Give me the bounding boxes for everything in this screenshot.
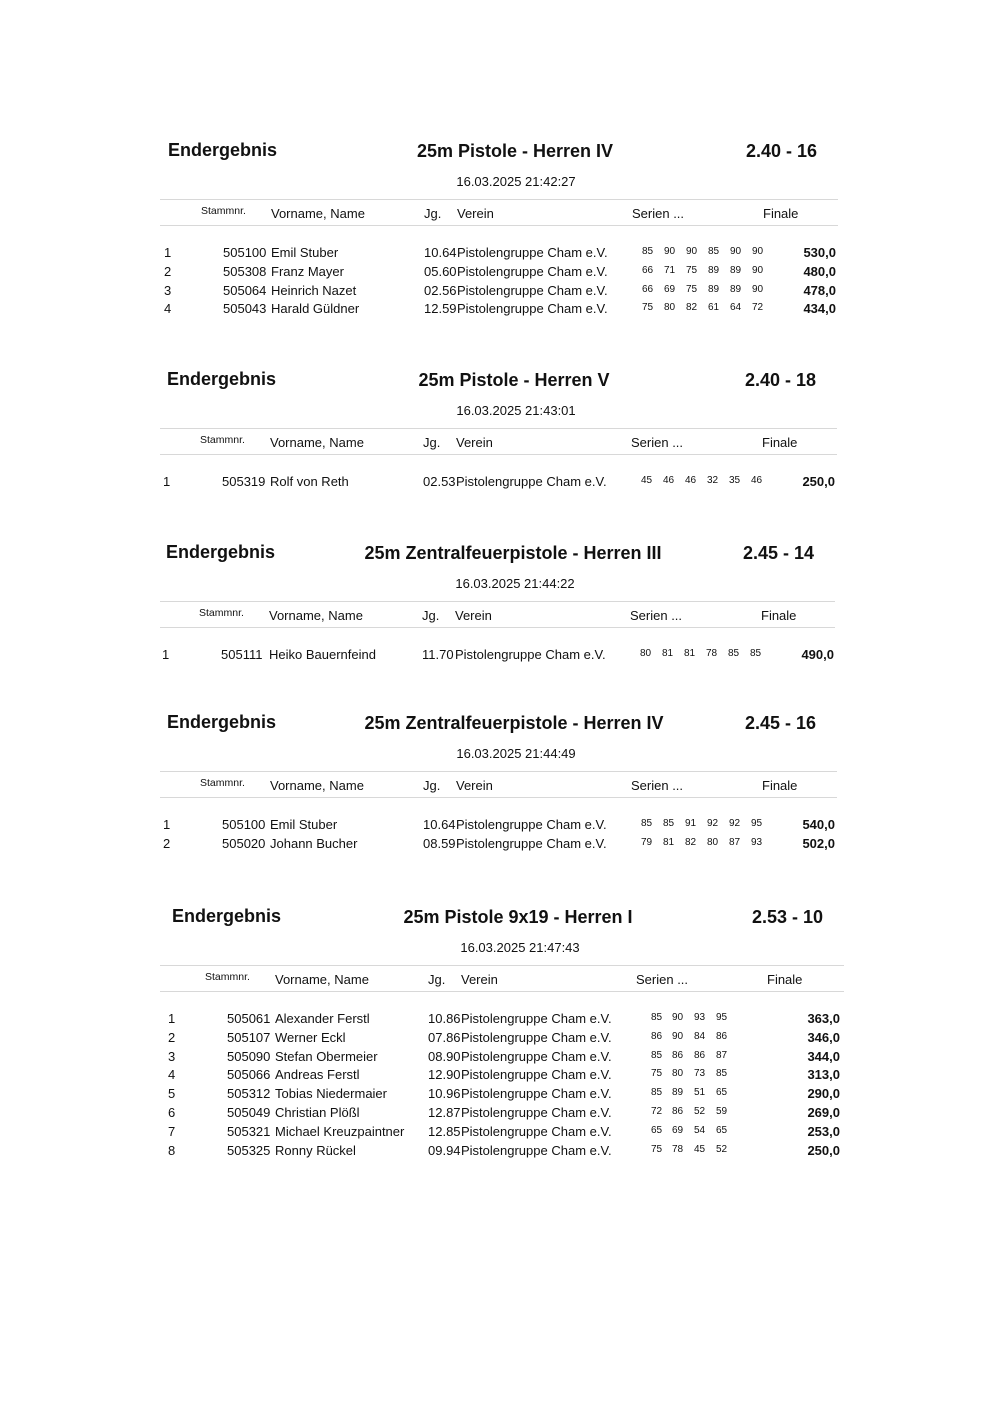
result-datetime: 16.03.2025 21:43:01 — [456, 403, 576, 418]
series-score: 64 — [730, 302, 742, 314]
result-row — [0, 245, 1000, 264]
final-score: 290,0 — [807, 1086, 840, 1102]
series-score: 90 — [752, 283, 764, 295]
series-score: 81 — [663, 836, 675, 848]
series-score: 90 — [664, 246, 676, 257]
birth-year: 12.87 — [428, 1105, 461, 1120]
series-score: 89 — [730, 264, 742, 276]
final-score: 313,0 — [807, 1067, 840, 1083]
club: Pistolengruppe Cham e.V. — [461, 1011, 612, 1026]
club: Pistolengruppe Cham e.V. — [457, 263, 608, 279]
result-section — [0, 906, 1000, 1158]
series-score: 85 — [651, 1049, 663, 1061]
rank: 6 — [168, 1105, 176, 1120]
discipline-title: 25m Pistole - Herren IV — [416, 141, 614, 161]
result-row — [0, 301, 1000, 320]
series-score: 45 — [694, 1143, 706, 1155]
series-score: 86 — [672, 1049, 684, 1061]
discipline-code: 2.53 - 10 — [752, 907, 824, 927]
col-header-stammnr: Stammnr. — [200, 434, 245, 446]
header-divider-bottom — [160, 991, 844, 992]
series-score: 82 — [686, 302, 698, 314]
series-score: 87 — [729, 836, 741, 848]
col-header-stammnr: Stammnr. — [199, 607, 244, 619]
rank: 8 — [168, 1142, 176, 1158]
series-score: 80 — [664, 302, 676, 314]
col-header-jg: Jg. — [422, 608, 440, 623]
col-header-jg: Jg. — [428, 972, 446, 987]
discipline-code: 2.40 - 16 — [746, 141, 818, 161]
col-header-jg: Jg. — [423, 435, 441, 450]
result-row — [0, 474, 1000, 493]
col-header-verein: Verein — [456, 778, 493, 793]
series-score: 86 — [694, 1049, 706, 1061]
result-datetime: 16.03.2025 21:44:22 — [455, 576, 575, 591]
birth-year: 08.90 — [428, 1048, 461, 1064]
series-score: 61 — [708, 302, 720, 314]
result-datetime: 16.03.2025 21:47:43 — [460, 940, 580, 955]
series-score: 51 — [694, 1087, 706, 1099]
result-row — [0, 264, 1000, 283]
series-score: 90 — [752, 246, 764, 257]
section-heading: Endergebnis — [167, 712, 277, 732]
col-header-name: Vorname, Name — [275, 972, 369, 987]
shooter-name: Andreas Ferstl — [275, 1067, 360, 1083]
shooter-name: Werner Eckl — [275, 1029, 346, 1045]
series-score: 86 — [672, 1106, 684, 1117]
series-score: 65 — [651, 1124, 663, 1136]
shooter-name: Rolf von Reth — [270, 474, 349, 489]
stammnr: 505100 — [223, 245, 267, 260]
header-divider-bottom — [160, 627, 835, 628]
discipline-title: 25m Pistole 9x19 - Herren I — [403, 907, 633, 927]
series-score: 93 — [751, 836, 763, 848]
series-score: 75 — [642, 302, 654, 314]
series-score: 66 — [642, 264, 654, 276]
shooter-name: Alexander Ferstl — [275, 1011, 370, 1026]
series-score: 32 — [707, 475, 719, 486]
final-score: 530,0 — [803, 245, 836, 260]
stammnr: 505325 — [227, 1142, 271, 1158]
discipline-title: 25m Zentralfeuerpistole - Herren III — [364, 543, 662, 563]
stammnr: 505061 — [227, 1011, 271, 1026]
birth-year: 09.94 — [428, 1142, 461, 1158]
discipline-code: 2.40 - 18 — [745, 370, 817, 390]
series-score: 90 — [672, 1030, 684, 1042]
birth-year: 12.59 — [424, 301, 457, 317]
series-score: 85 — [750, 648, 762, 659]
final-score: 344,0 — [807, 1048, 840, 1064]
club: Pistolengruppe Cham e.V. — [456, 474, 607, 489]
col-header-serien: Serien ... — [632, 206, 685, 221]
series-score: 75 — [651, 1068, 663, 1080]
series-score: 89 — [708, 264, 720, 276]
club: Pistolengruppe Cham e.V. — [456, 835, 607, 851]
series-score: 65 — [716, 1124, 728, 1136]
section-heading: Endergebnis — [168, 140, 278, 160]
birth-year: 10.64 — [423, 817, 456, 832]
series-score: 89 — [672, 1087, 684, 1099]
birth-year: 10.86 — [428, 1011, 461, 1026]
col-header-name: Vorname, Name — [270, 435, 364, 450]
birth-year: 07.86 — [428, 1029, 461, 1045]
stammnr: 505111 — [221, 647, 263, 662]
series-score: 75 — [686, 283, 698, 295]
series-score: 78 — [672, 1143, 684, 1155]
series-score: 54 — [694, 1124, 706, 1136]
series-score: 79 — [641, 836, 653, 848]
rank: 1 — [168, 1011, 176, 1026]
birth-year: 10.96 — [428, 1086, 461, 1102]
header-divider-bottom — [160, 797, 837, 798]
series-score: 85 — [651, 1087, 663, 1099]
rank: 1 — [163, 817, 171, 832]
final-score: 490,0 — [801, 647, 834, 662]
col-header-finale: Finale — [761, 608, 797, 623]
rank: 3 — [168, 1048, 176, 1064]
birth-year: 02.53 — [423, 474, 456, 489]
shooter-name: Franz Mayer — [271, 263, 344, 279]
series-score: 75 — [686, 264, 698, 276]
series-score: 65 — [716, 1087, 728, 1099]
shooter-name: Emil Stuber — [270, 817, 338, 832]
stammnr: 505049 — [227, 1105, 271, 1120]
birth-year: 11.70 — [422, 647, 454, 662]
result-row — [0, 1105, 1000, 1124]
result-datetime: 16.03.2025 21:42:27 — [456, 174, 576, 189]
series-score: 35 — [729, 475, 741, 486]
result-row — [0, 1030, 1000, 1049]
shooter-name: Michael Kreuzpaintner — [275, 1123, 405, 1139]
rank: 3 — [164, 282, 172, 298]
shooter-name: Stefan Obermeier — [275, 1048, 378, 1064]
header-divider-top — [160, 601, 835, 602]
birth-year: 10.64 — [424, 245, 457, 260]
discipline-title: 25m Zentralfeuerpistole - Herren IV — [364, 713, 664, 733]
series-score: 59 — [716, 1106, 728, 1117]
shooter-name: Johann Bucher — [270, 835, 358, 851]
col-header-verein: Verein — [461, 972, 498, 987]
series-score: 69 — [664, 283, 676, 295]
section-heading: Endergebnis — [166, 542, 276, 562]
result-row — [0, 1067, 1000, 1086]
club: Pistolengruppe Cham e.V. — [461, 1142, 612, 1158]
col-header-name: Vorname, Name — [271, 206, 365, 221]
series-score: 91 — [685, 818, 697, 829]
series-score: 90 — [730, 246, 742, 257]
series-score: 85 — [708, 246, 720, 257]
col-header-finale: Finale — [762, 435, 798, 450]
col-header-finale: Finale — [762, 778, 798, 793]
club: Pistolengruppe Cham e.V. — [455, 647, 606, 662]
series-score: 78 — [706, 648, 718, 659]
rank: 2 — [164, 263, 172, 279]
stammnr: 505107 — [227, 1029, 271, 1045]
rank: 2 — [168, 1029, 176, 1045]
series-score: 92 — [729, 818, 741, 829]
series-score: 75 — [651, 1143, 663, 1155]
series-score: 80 — [707, 836, 719, 848]
discipline-code: 2.45 - 14 — [743, 543, 815, 563]
stammnr: 505064 — [223, 282, 267, 298]
final-score: 540,0 — [802, 817, 835, 832]
header-divider-top — [160, 771, 837, 772]
club: Pistolengruppe Cham e.V. — [461, 1067, 612, 1083]
series-score: 82 — [685, 836, 697, 848]
rank: 4 — [168, 1067, 176, 1083]
series-score: 81 — [662, 648, 674, 659]
result-section — [0, 140, 1000, 340]
col-header-stammnr: Stammnr. — [200, 777, 245, 789]
series-score: 72 — [752, 302, 764, 314]
series-score: 85 — [716, 1068, 728, 1080]
club: Pistolengruppe Cham e.V. — [457, 301, 608, 317]
club: Pistolengruppe Cham e.V. — [457, 282, 608, 298]
col-header-serien: Serien ... — [631, 778, 684, 793]
series-score: 71 — [664, 264, 676, 276]
series-score: 46 — [751, 475, 763, 486]
series-score: 80 — [640, 648, 652, 659]
series-score: 73 — [694, 1068, 706, 1080]
shooter-name: Heinrich Nazet — [271, 282, 357, 298]
shooter-name: Emil Stuber — [271, 245, 339, 260]
stammnr: 505100 — [222, 817, 266, 832]
result-row — [0, 647, 1000, 666]
birth-year: 12.85 — [428, 1123, 461, 1139]
series-score: 80 — [672, 1068, 684, 1080]
result-row — [0, 1143, 1000, 1162]
series-score: 90 — [752, 264, 764, 276]
result-section — [0, 712, 1000, 912]
discipline-title: 25m Pistole - Herren V — [418, 370, 610, 390]
result-row — [0, 1086, 1000, 1105]
final-score: 269,0 — [807, 1105, 840, 1120]
col-header-jg: Jg. — [424, 206, 442, 221]
header-divider-bottom — [160, 454, 837, 455]
col-header-jg: Jg. — [423, 778, 441, 793]
series-score: 85 — [728, 648, 740, 659]
shooter-name: Ronny Rückel — [275, 1142, 356, 1158]
birth-year: 05.60 — [424, 263, 457, 279]
final-score: 253,0 — [807, 1123, 840, 1139]
birth-year: 08.59 — [423, 835, 456, 851]
shooter-name: Heiko Bauernfeind — [269, 647, 376, 662]
series-score: 93 — [694, 1012, 706, 1023]
club: Pistolengruppe Cham e.V. — [461, 1105, 612, 1120]
final-score: 502,0 — [802, 835, 835, 851]
col-header-name: Vorname, Name — [270, 778, 364, 793]
series-score: 89 — [730, 283, 742, 295]
club: Pistolengruppe Cham e.V. — [461, 1029, 612, 1045]
col-header-serien: Serien ... — [630, 608, 683, 623]
stammnr: 505319 — [222, 474, 266, 489]
header-divider-top — [160, 428, 837, 429]
rank: 5 — [168, 1086, 176, 1102]
col-header-finale: Finale — [767, 972, 803, 987]
series-score: 95 — [751, 818, 763, 829]
rank: 1 — [162, 647, 170, 662]
result-section — [0, 369, 1000, 569]
series-score: 46 — [663, 475, 675, 486]
series-score: 85 — [642, 246, 654, 257]
rank: 2 — [163, 835, 171, 851]
col-header-verein: Verein — [457, 206, 494, 221]
result-row — [0, 817, 1000, 836]
col-header-name: Vorname, Name — [269, 608, 363, 623]
club: Pistolengruppe Cham e.V. — [461, 1086, 612, 1102]
col-header-serien: Serien ... — [631, 435, 684, 450]
series-score: 87 — [716, 1049, 728, 1061]
series-score: 45 — [641, 475, 653, 486]
stammnr: 505020 — [222, 835, 266, 851]
section-heading: Endergebnis — [172, 906, 282, 926]
series-score: 66 — [642, 283, 654, 295]
series-score: 84 — [694, 1030, 706, 1042]
birth-year: 02.56 — [424, 282, 457, 298]
shooter-name: Tobias Niedermaier — [275, 1086, 387, 1102]
header-divider-bottom — [160, 225, 838, 226]
series-score: 86 — [716, 1030, 728, 1042]
result-row — [0, 283, 1000, 302]
col-header-serien: Serien ... — [636, 972, 689, 987]
rank: 1 — [164, 245, 172, 260]
result-row — [0, 1049, 1000, 1068]
result-datetime: 16.03.2025 21:44:49 — [456, 746, 576, 761]
series-score: 95 — [716, 1012, 728, 1023]
stammnr: 505043 — [223, 301, 267, 317]
header-divider-top — [160, 199, 838, 200]
header-divider-top — [160, 965, 844, 966]
rank: 7 — [168, 1123, 176, 1139]
col-header-finale: Finale — [763, 206, 799, 221]
final-score: 363,0 — [807, 1011, 840, 1026]
club: Pistolengruppe Cham e.V. — [457, 245, 608, 260]
col-header-verein: Verein — [456, 435, 493, 450]
series-score: 52 — [694, 1106, 706, 1117]
shooter-name: Christian Plößl — [275, 1105, 360, 1120]
final-score: 250,0 — [807, 1142, 840, 1158]
stammnr: 505090 — [227, 1048, 271, 1064]
section-heading: Endergebnis — [167, 369, 277, 389]
col-header-stammnr: Stammnr. — [201, 205, 246, 217]
final-score: 478,0 — [803, 282, 836, 298]
stammnr: 505321 — [227, 1123, 271, 1139]
rank: 1 — [163, 474, 171, 489]
final-score: 480,0 — [803, 263, 836, 279]
stammnr: 505066 — [227, 1067, 271, 1083]
final-score: 250,0 — [802, 474, 835, 489]
stammnr: 505308 — [223, 263, 267, 279]
birth-year: 12.90 — [428, 1067, 461, 1083]
result-row — [0, 1011, 1000, 1030]
series-score: 46 — [685, 475, 697, 486]
discipline-code: 2.45 - 16 — [745, 713, 817, 733]
club: Pistolengruppe Cham e.V. — [461, 1048, 612, 1064]
result-row — [0, 836, 1000, 855]
series-score: 85 — [663, 818, 675, 829]
series-score: 85 — [651, 1012, 663, 1023]
series-score: 90 — [686, 246, 698, 257]
series-score: 69 — [672, 1124, 684, 1136]
result-row — [0, 1124, 1000, 1143]
final-score: 434,0 — [803, 301, 836, 317]
club: Pistolengruppe Cham e.V. — [456, 817, 607, 832]
club: Pistolengruppe Cham e.V. — [461, 1123, 612, 1139]
series-score: 89 — [708, 283, 720, 295]
stammnr: 505312 — [227, 1086, 271, 1102]
series-score: 52 — [716, 1143, 728, 1155]
series-score: 85 — [641, 818, 653, 829]
series-score: 72 — [651, 1106, 663, 1117]
series-score: 81 — [684, 648, 696, 659]
rank: 4 — [164, 301, 172, 317]
series-score: 92 — [707, 818, 719, 829]
col-header-verein: Verein — [455, 608, 492, 623]
series-score: 86 — [651, 1030, 663, 1042]
shooter-name: Harald Güldner — [271, 301, 360, 317]
final-score: 346,0 — [807, 1029, 840, 1045]
col-header-stammnr: Stammnr. — [205, 971, 250, 983]
series-score: 90 — [672, 1012, 684, 1023]
